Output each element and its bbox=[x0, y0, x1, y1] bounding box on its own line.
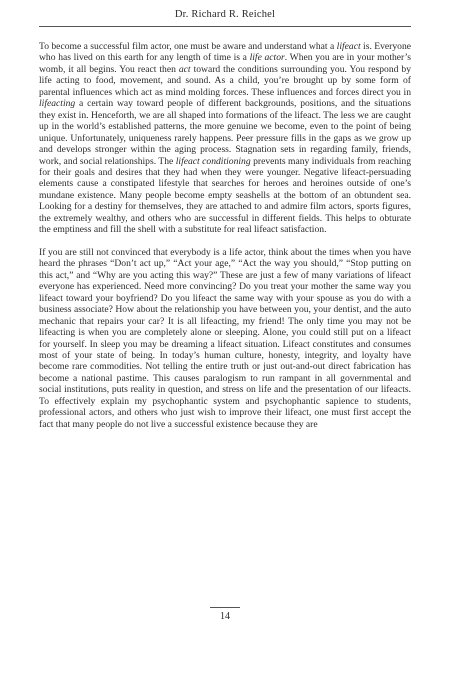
text-run: . When you are in your mother’s womb, it all begins. You react then bbox=[39, 52, 412, 75]
text-run: a certain way toward people of different backgrounds, positions, and the situations they exist in. Henceforth, we are all shaped into formations of the lifeact. The less we are caught up in the world’s established patterns, the more genuine we become, even to the point of being unique. Unfortunately, uniqueness rarely happens. Peer pressure fills in the gaps as we grow up and develops stronger within the aging process. Stagnation sets in regarding family, friends, work, and social relationships. The bbox=[39, 98, 411, 167]
page-number: 14 bbox=[220, 611, 230, 622]
body-text bbox=[39, 41, 411, 430]
text-run: is. Everyone who has lived on this earth for any length of time is a bbox=[39, 41, 412, 64]
italic-term: lifeacting bbox=[39, 98, 76, 110]
italic-term: act bbox=[178, 63, 191, 75]
text-run: To become a successful film actor, one must be aware and understand what a bbox=[39, 41, 337, 52]
text-run: prevents many individuals from reaching for their goals and desires that they had when they were younger. Negative lifeact-persuading elements cause a constipated lifestyle that searches for heroes and heroines outside of one’s mundane existence. Many people become empty seashells at the bottom of an obtundent sea. Looking for a destiny for themselves, they are attached to and admire film actors, sports figures, the extremely wealthy, and others who are successful in different fields. This helps to obturate the emptiness and fill the shell with a substitute for real lifeact satisfaction. bbox=[39, 155, 411, 236]
running-head: Dr. Richard R. Reichel bbox=[174, 9, 276, 20]
paragraph-1 bbox=[39, 41, 411, 236]
header-rule bbox=[39, 26, 411, 27]
footer-rule bbox=[210, 607, 240, 608]
italic-term: lifeact bbox=[336, 41, 361, 52]
text-run: toward the conditions surrounding you. You respond by life acting to food, movement, and sound. As a child, you’re brought up by some form of parental influences which act as mind molding forces. These influences and forces direct you in bbox=[39, 63, 411, 98]
italic-term: life actor bbox=[249, 52, 285, 64]
paragraph-2 bbox=[39, 247, 411, 430]
text-run: If you are still not convinced that everybody is a life actor, think about the times when you have heard the phrases “Don’t act up,” “Act your age,” “Act the way you should,” “Stop putting on this act,” and “Why are you acting this way?” These are just a few of many variations of lifeact everyone has experienced. Need more convincing? Do you treat your mother the same way you lifeact toward your boyfriend? Do you lifeact the same way with your spouse as you do with a business associate? How about the relationship you have between you, your dentist, and the auto mechanic that repairs your car? It is all lifeacting, my friend! The only time you may not be lifeacting is when you are completely alone or sleeping. Alone, you could still put on a lifeact for yourself. In sleep you may be dreaming a lifeact situation. Lifeact constitutes and consumes most of your state of being. In today’s human culture, honesty, integrity, and loyalty have become rare commodities. Not telling the entire truth or just out-and-out direct fabrication has become a national pastime. This causes paralogism to run rampant in all governmental and social institutions, puts reality in question, and stress on life and the presentation of our lifeacts. To effectively explain my psychophantic system and psychophantic sapience to students, professional actors, and others who just wish to improve their lifeact, one must first accept the fact that many people do not live a successful existence because they are bbox=[39, 246, 411, 430]
italic-term: lifeact conditioning bbox=[175, 155, 251, 167]
